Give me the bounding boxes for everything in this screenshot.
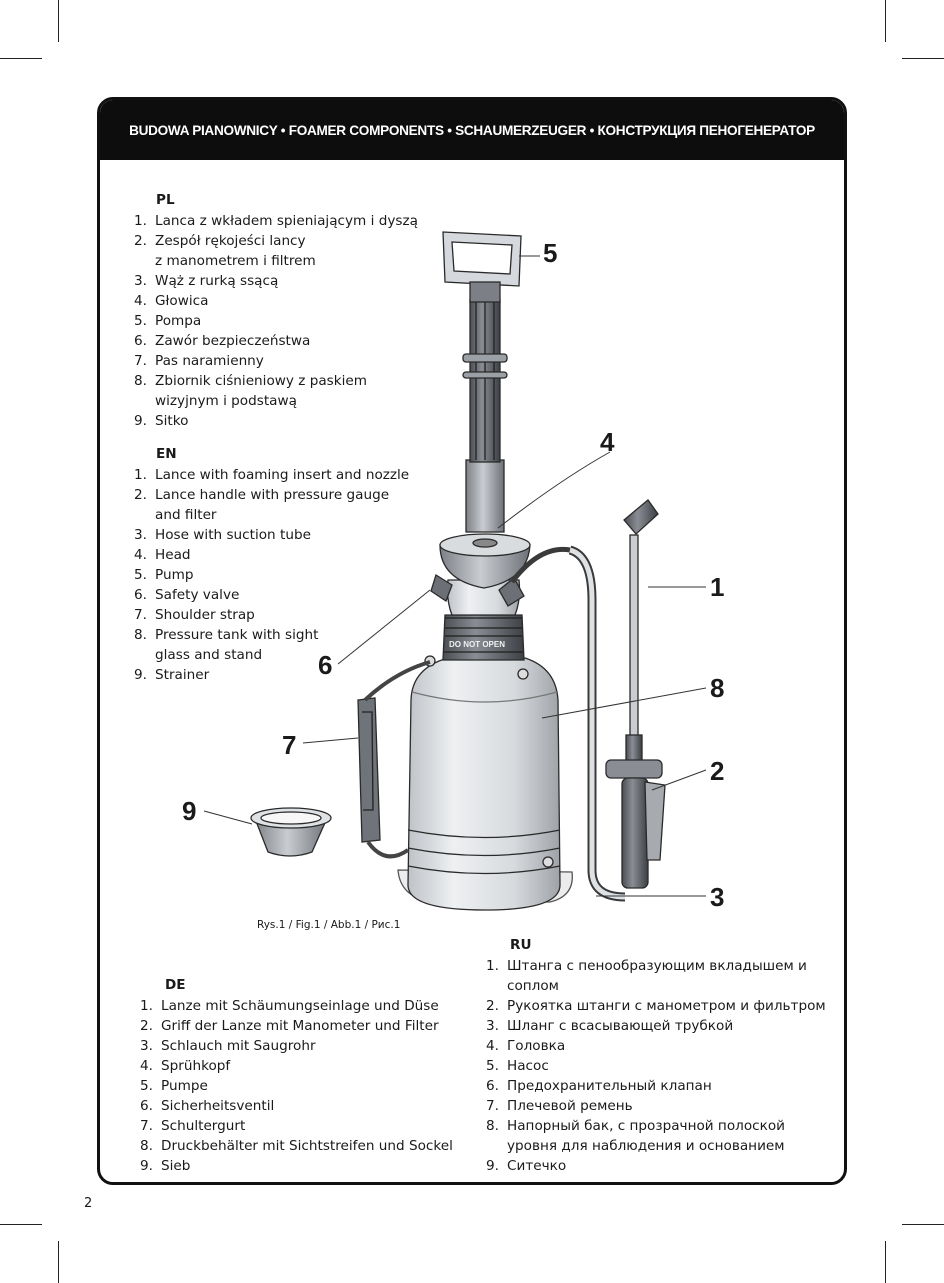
item-number: 7.	[134, 607, 147, 623]
item-text: Pumpe	[161, 1078, 208, 1094]
list-item	[140, 1116, 480, 1136]
item-text: Druckbehälter mit Sichtstreifen und Sockel	[161, 1138, 453, 1154]
list-item	[486, 1136, 826, 1156]
list-item	[140, 1076, 480, 1096]
list-item	[486, 1056, 826, 1076]
item-number: 4.	[140, 1058, 153, 1074]
list-item	[140, 1056, 480, 1076]
list-item	[486, 996, 826, 1016]
list-item	[134, 525, 434, 545]
item-number: 9.	[486, 1158, 499, 1174]
list-item	[134, 371, 434, 391]
item-text: уровня для наблюдения и основанием	[507, 1138, 785, 1154]
item-number: 5.	[134, 567, 147, 583]
item-text: Zespół rękojeści lancy	[155, 233, 306, 249]
callout-4: 4	[600, 427, 615, 457]
list-item	[140, 996, 480, 1016]
list-item	[134, 605, 434, 625]
item-text: Shoulder strap	[155, 607, 255, 623]
list-item	[486, 956, 826, 976]
list-item	[140, 1016, 480, 1036]
item-text: Шланг с всасывающей трубкой	[507, 1018, 734, 1034]
item-number: 8.	[140, 1138, 153, 1154]
item-number: 8.	[134, 373, 147, 389]
item-text: glass and stand	[155, 647, 263, 663]
item-text: Sitko	[155, 413, 189, 429]
item-number: 9.	[134, 667, 147, 683]
component-list-en	[134, 444, 434, 685]
item-text: Ситечко	[507, 1158, 567, 1174]
item-text: Плечевой ремень	[507, 1098, 633, 1114]
list-item	[140, 1036, 480, 1056]
component-list-ru	[486, 935, 826, 1176]
item-text: Lanca z wkładem spieniającym i dyszą	[155, 213, 418, 229]
item-text: Головка	[507, 1038, 566, 1054]
item-number: 4.	[134, 547, 147, 563]
item-number: 3.	[486, 1018, 499, 1034]
item-number: 3.	[140, 1038, 153, 1054]
list-item	[486, 1016, 826, 1036]
list-item	[486, 1156, 826, 1176]
list-item	[134, 291, 434, 311]
item-number: 7.	[486, 1098, 499, 1114]
list-item	[486, 1076, 826, 1096]
item-text: Head	[155, 547, 191, 563]
list-item	[134, 271, 434, 291]
item-number: 1.	[486, 958, 499, 974]
item-number: 7.	[134, 353, 147, 369]
item-number: 6.	[140, 1098, 153, 1114]
item-text: Lance with foaming insert and nozzle	[155, 467, 410, 483]
item-number: 7.	[140, 1118, 153, 1134]
list-item	[134, 485, 434, 505]
item-text: соплом	[507, 978, 559, 994]
item-text: Напорный бак, с прозрачной полоской	[507, 1118, 785, 1134]
list-heading-ru: RU	[510, 937, 532, 953]
list-item	[486, 1116, 826, 1136]
item-number	[134, 505, 155, 525]
item-text: Насос	[507, 1058, 549, 1074]
item-text: Pressure tank with sight	[155, 627, 319, 643]
item-text: z manometrem i filtrem	[155, 253, 316, 269]
component-list-pl	[134, 190, 434, 431]
item-number: 5.	[140, 1078, 153, 1094]
item-text: Pompa	[155, 313, 202, 329]
list-item	[134, 331, 434, 351]
item-number: 1.	[134, 467, 147, 483]
item-text: Предохранительный клапан	[507, 1078, 712, 1094]
list-heading-pl: PL	[156, 192, 175, 208]
item-text: Griff der Lanze mit Manometer und Filter	[161, 1018, 439, 1034]
list-item	[134, 565, 434, 585]
item-text: Safety valve	[155, 587, 240, 603]
item-number: 2.	[486, 998, 499, 1014]
callout-5: 5	[543, 238, 558, 268]
list-item	[134, 545, 434, 565]
item-text: Pump	[155, 567, 194, 583]
list-item	[134, 311, 434, 331]
item-number: 1.	[140, 998, 153, 1014]
item-number	[486, 1136, 507, 1156]
item-text: Wąż z rurką ssącą	[155, 273, 279, 289]
page-number: 2	[84, 1196, 93, 1211]
list-heading-de: DE	[165, 977, 186, 993]
item-number: 6.	[486, 1078, 499, 1094]
item-number: 9.	[140, 1158, 153, 1174]
list-heading-en: EN	[156, 446, 177, 462]
list-item	[134, 625, 434, 645]
list-item	[486, 976, 826, 996]
callout-6: 6	[318, 650, 333, 680]
list-item	[134, 351, 434, 371]
item-number	[486, 976, 507, 996]
item-text: Zbiornik ciśnieniowy z paskiem	[155, 373, 368, 389]
item-text: Sicherheitsventil	[161, 1098, 275, 1114]
list-item	[134, 585, 434, 605]
callout-1: 1	[710, 572, 725, 602]
item-text: Lance handle with pressure gauge	[155, 487, 390, 503]
item-number: 2.	[134, 233, 147, 249]
item-number: 4.	[486, 1038, 499, 1054]
list-item	[486, 1036, 826, 1056]
list-item	[134, 665, 434, 685]
callout-8: 8	[710, 673, 725, 703]
item-number: 2.	[140, 1018, 153, 1034]
tank-warning-label: DO NOT OPEN	[449, 640, 506, 649]
item-number: 8.	[134, 627, 147, 643]
item-number: 9.	[134, 413, 147, 429]
item-text: Zawór bezpieczeństwa	[155, 333, 311, 349]
item-number: 3.	[134, 273, 147, 289]
item-number: 1.	[134, 213, 147, 229]
item-number: 4.	[134, 293, 147, 309]
section-header: BUDOWA PIANOWNICY • FOAMER COMPONENTS • SCHAUMERZEUGER • КОНСТРУКЦИЯ ПЕНОГЕНЕРАТОР	[100, 100, 844, 160]
list-item	[134, 211, 434, 231]
item-text: Schultergurt	[161, 1118, 246, 1134]
callout-9: 9	[182, 796, 197, 826]
list-item	[140, 1096, 480, 1116]
item-text: and filter	[155, 507, 217, 523]
item-text: Pas naramienny	[155, 353, 264, 369]
item-number: 6.	[134, 587, 147, 603]
list-item	[134, 391, 434, 411]
item-text: Sprühkopf	[161, 1058, 231, 1074]
list-item	[140, 1136, 480, 1156]
item-number	[134, 251, 155, 271]
list-item	[134, 645, 434, 665]
item-text: Lanze mit Schäumungseinlage und Düse	[161, 998, 439, 1014]
item-text: Рукоятка штанги с манометром и фильтром	[507, 998, 826, 1014]
item-number: 2.	[134, 487, 147, 503]
item-text: Sieb	[161, 1158, 191, 1174]
component-list-de	[140, 975, 480, 1176]
item-text: Głowica	[155, 293, 209, 309]
item-number: 3.	[134, 527, 147, 543]
item-number	[134, 645, 155, 665]
list-item	[134, 505, 434, 525]
item-number: 8.	[486, 1118, 499, 1134]
callout-3: 3	[710, 882, 725, 912]
figure-caption: Rys.1 / Fig.1 / Abb.1 / Рис.1	[257, 919, 401, 931]
item-text: Hose with suction tube	[155, 527, 311, 543]
item-text: Strainer	[155, 667, 210, 683]
list-item	[134, 411, 434, 431]
callout-7: 7	[282, 730, 297, 760]
item-number: 5.	[134, 313, 147, 329]
list-item	[140, 1156, 480, 1176]
item-number	[134, 391, 155, 411]
item-number: 5.	[486, 1058, 499, 1074]
item-text: Schlauch mit Saugrohr	[161, 1038, 316, 1054]
list-item	[134, 251, 434, 271]
list-item	[486, 1096, 826, 1116]
list-item	[134, 231, 434, 251]
item-number: 6.	[134, 333, 147, 349]
item-text: wizyjnym i podstawą	[155, 393, 297, 409]
callout-2: 2	[710, 756, 725, 786]
item-text: Штанга с пенообразующим вкладышем и	[507, 958, 807, 974]
list-item	[134, 465, 434, 485]
